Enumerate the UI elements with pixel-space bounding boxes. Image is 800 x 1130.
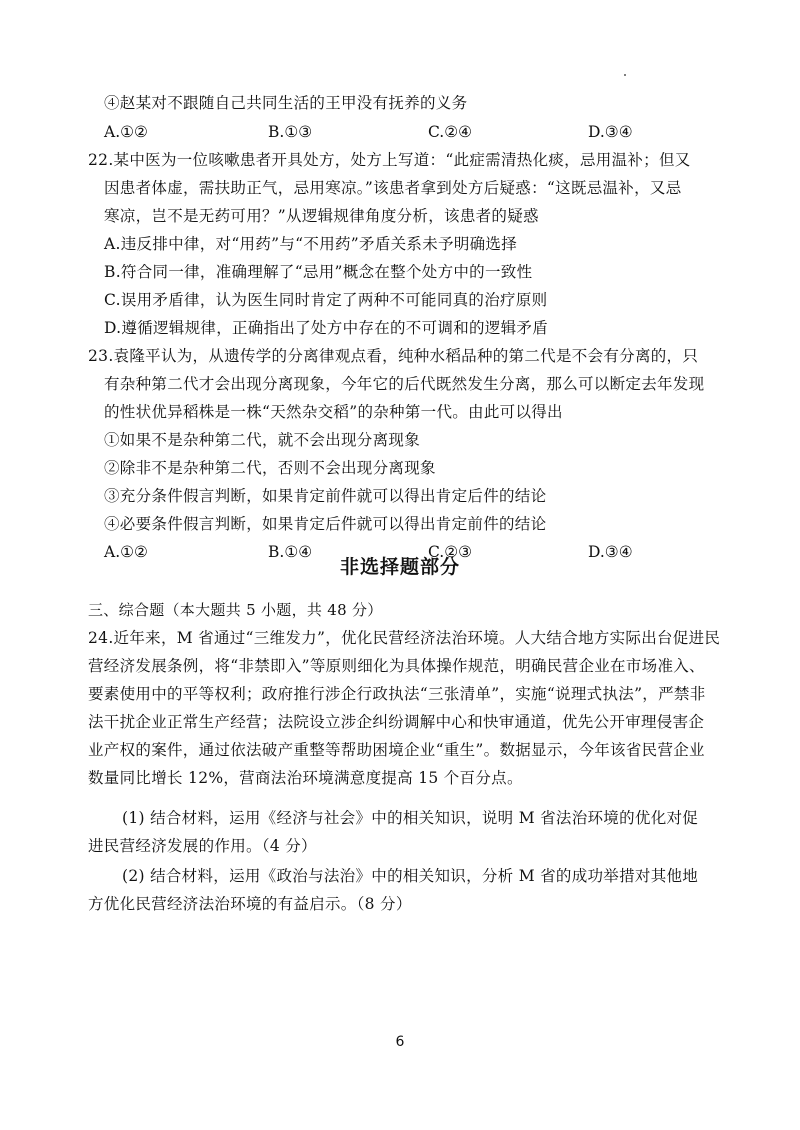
- q21-option-c: C.②④: [428, 123, 473, 141]
- part3-header: 三、综合题（本大题共 5 小题，共 48 分）: [88, 601, 383, 619]
- q22-stem-line-3: 寒凉，岂不是无药可用？”从逻辑规律角度分析，该患者的疑惑: [104, 207, 539, 225]
- q24-material-line-4: 法干扰企业正常生产经营；法院设立涉企纠纷调解中心和快审通道，优先公开审理侵害企: [88, 713, 705, 731]
- q24-material-line-5: 业产权的案件，通过依法破产重整等帮助困境企业“重生”。数据显示，今年该省民营企业: [88, 741, 705, 759]
- q24-sub1-line-1: (1) 结合材料，运用《经济与社会》中的相关知识，说明 M 省法治环境的优化对促: [122, 809, 699, 827]
- q23-stem-line-1: 23.袁隆平认为，从遗传学的分离律观点看，纯种水稻品种的第二代是不会有分离的，只: [88, 347, 699, 365]
- q24-sub1-line-2: 进民营经济发展的作用。（4 分）: [88, 837, 317, 855]
- q24-material-line-3: 要素使用中的平等权利；政府推行涉企行政执法“三张清单”，实施“说理式执法”，严禁非: [88, 685, 706, 703]
- q22-option-b: B.符合同一律，准确理解了“忌用”概念在整个处方中的一致性: [104, 263, 533, 281]
- q23-stem-line-3: 的性状优异稻株是一株“天然杂交稻”的杂种第一代。由此可以得出: [104, 403, 563, 421]
- q22-stem-line-2: 因患者体虚，需扶助正气，忌用寒凉。”该患者拿到处方后疑惑：“这既忌温补，又忌: [104, 179, 682, 197]
- q23-option-b: B.①④: [268, 543, 313, 561]
- q23-option-c: C.②③: [428, 543, 473, 561]
- q22-option-a: A.违反排中律，对“用药”与“不用药”矛盾关系未予明确选择: [104, 235, 518, 253]
- q23-item-4: ④必要条件假言判断，如果肯定后件就可以得出肯定前件的结论: [104, 515, 547, 533]
- q24-material-line-1: 24.近年来，M 省通过“三维发力”，优化民营经济法治环境。人大结合地方实际出台促进民: [88, 629, 721, 647]
- page-number: 6: [395, 1034, 405, 1050]
- q23-option-a: A.①②: [104, 543, 148, 561]
- q24-material-line-6: 数量同比增长 12%，营商法治环境满意度提高 15 个百分点。: [88, 769, 523, 787]
- section-title: 非选择题部分: [339, 556, 460, 578]
- q23-item-1: ①如果不是杂种第二代，就不会出现分离现象: [104, 431, 421, 449]
- q24-sub2-line-1: (2) 结合材料，运用《政治与法治》中的相关知识，分析 M 省的成功举措对其他地: [122, 867, 699, 885]
- q22-option-c: C.误用矛盾律，认为医生同时肯定了两种不可能同真的治疗原则: [104, 291, 548, 309]
- q23-item-2: ②除非不是杂种第二代，否则不会出现分离现象: [104, 459, 436, 477]
- q23-item-3: ③充分条件假言判断，如果肯定前件就可以得出肯定后件的结论: [104, 487, 547, 505]
- scan-speck: [624, 74, 626, 76]
- q21-item-4: ④赵某对不跟随自己共同生活的王甲没有抚养的义务: [104, 94, 468, 112]
- q23-option-d: D.③④: [588, 543, 633, 561]
- q23-stem-line-2: 有杂种第二代才会出现分离现象，今年它的后代既然发生分离，那么可以断定去年发现: [104, 375, 705, 393]
- q22-option-d: D.遵循逻辑规律，正确指出了处方中存在的不可调和的逻辑矛盾: [104, 319, 549, 337]
- q21-option-b: B.①③: [268, 123, 313, 141]
- q24-material-line-2: 营经济发展条例，将“非禁即入”等原则细化为具体操作规范，明确民营企业在市场准入、: [88, 657, 705, 675]
- q24-sub2-line-2: 方优化民营经济法治环境的有益启示。（8 分）: [88, 895, 412, 913]
- q22-stem-line-1: 22.某中医为一位咳嗽患者开具处方，处方上写道：“此症需清热化痰，忌用温补；但又: [88, 151, 691, 169]
- q21-option-a: A.①②: [104, 123, 148, 141]
- q21-option-d: D.③④: [588, 123, 633, 141]
